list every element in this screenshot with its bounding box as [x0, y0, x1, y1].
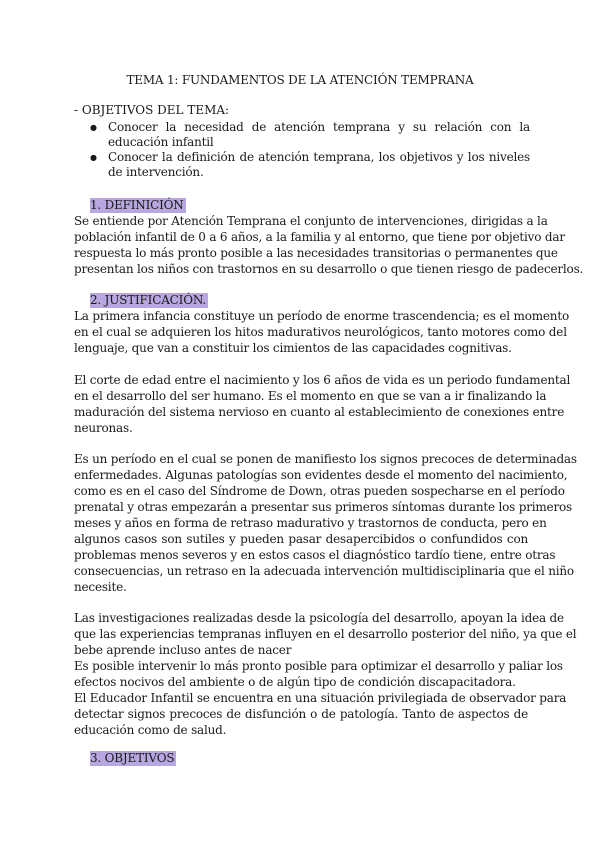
- text-line: en el cual se adquieren los hitos madurativos neurológicos, tanto motores como del: [74, 325, 567, 339]
- paragraph-justificacion-4: [74, 610, 577, 738]
- text-line: bebe aprende incluso antes de nacer: [74, 643, 292, 657]
- text-line: educación como de salud.: [74, 723, 227, 737]
- text-line: lenguaje, que van a constituir los cimientos de las capacidades cognitivas.: [74, 341, 512, 355]
- text-line: efectos nocivos del ambiente o de algún tipo de condición discapacitadora.: [74, 675, 516, 689]
- section-heading-label: 2. JUSTIFICACIÓN.: [90, 293, 206, 307]
- paragraph-justificacion-2: [74, 372, 571, 436]
- text-line: enfermedades. Algunas patologías son evidentes desde el momento del nacimiento,: [74, 468, 568, 482]
- text-line: Se entiende por Atención Temprana el conjunto de intervenciones, dirigidas a la: [74, 214, 548, 228]
- text-line: población infantil de 0 a 6 años, a la familia y al entorno, que tiene por objetivo dar: [74, 230, 565, 244]
- text-line: como es en el caso del Síndrome de Down, otras pueden sospecharse en el período: [74, 484, 565, 498]
- section-heading-label: 3. OBJETIVOS: [90, 751, 175, 765]
- text-line: en el desarrollo del ser humano. Es el momento en que se van a ir finalizando la: [74, 389, 547, 403]
- text-line: presentan los niños con trastornos en su desarrollo o que tienen riesgo de padecerlos.: [74, 262, 584, 276]
- objectives-list: [90, 120, 530, 180]
- text-line: neuronas.: [74, 421, 133, 435]
- text-line: algunos casos son sutiles y pueden pasar desapercibidos o confundidos con: [74, 532, 528, 546]
- text-line: que las experiencias tempranas influyen en el desarrollo posterior del niño, ya que el: [74, 627, 577, 641]
- text-line: detectar signos precoces de disfunción o de patología. Tanto de aspectos de: [74, 707, 528, 721]
- document-title: TEMA 1: FUNDAMENTOS DE LA ATENCIÓN TEMPRANA: [126, 73, 474, 87]
- paragraph-justificacion-3: [74, 451, 577, 595]
- text-line: El Educador Infantil se encuentra en una situación privilegiada de observador para: [74, 691, 567, 705]
- text-line: meses y años en forma de retraso madurativo y trastornos de conducta, pero en: [74, 516, 547, 530]
- text-line: Es posible intervenir lo más pronto posible para optimizar el desarrollo y paliar los: [74, 659, 563, 673]
- section-heading-objetivos: [90, 751, 176, 766]
- text-line: El corte de edad entre el nacimiento y los 6 años de vida es un periodo fundamental: [74, 373, 571, 387]
- text-line: problemas menos severos y en estos casos el diagnóstico tardío tiene, entre otras: [74, 548, 556, 562]
- text-line: La primera infancia constituye un período de enorme trascendencia; es el momento: [74, 309, 569, 323]
- text-line: consecuencias, un retraso en la adecuada intervención multidisciplinaria que el niño: [74, 564, 574, 578]
- text-line: prenatal y otras empezarán a presentar sus primeros síntomas durante los primeros: [74, 500, 572, 514]
- text-line: respuesta lo más pronto posible a las necesidades transitorias o permanentes que: [74, 246, 558, 260]
- paragraph-definicion: [74, 213, 584, 277]
- paragraph-justificacion-1: [74, 308, 569, 356]
- text-line: Las investigaciones realizadas desde la psicología del desarrollo, apoyan la idea de: [74, 611, 564, 625]
- section-heading-justificacion: [90, 293, 208, 308]
- objective-item: ● Conocer la necesidad de atención temprana y su relación con la educación infantil: [90, 120, 530, 150]
- text-line: necesite.: [74, 580, 127, 594]
- objectives-heading: - OBJETIVOS DEL TEMA:: [74, 103, 230, 117]
- text-line: Es un período en el cual se ponen de manifiesto los signos precoces de determinadas: [74, 452, 577, 466]
- section-heading-label: 1. DEFINICIÓN: [90, 198, 184, 212]
- objective-item: ● Conocer la definición de atención temprana, los objetivos y los niveles de intervención.: [90, 150, 530, 180]
- section-heading-definicion: [90, 198, 186, 213]
- text-line: maduración del sistema nervioso en cuanto al establecimiento de conexiones entre: [74, 405, 565, 419]
